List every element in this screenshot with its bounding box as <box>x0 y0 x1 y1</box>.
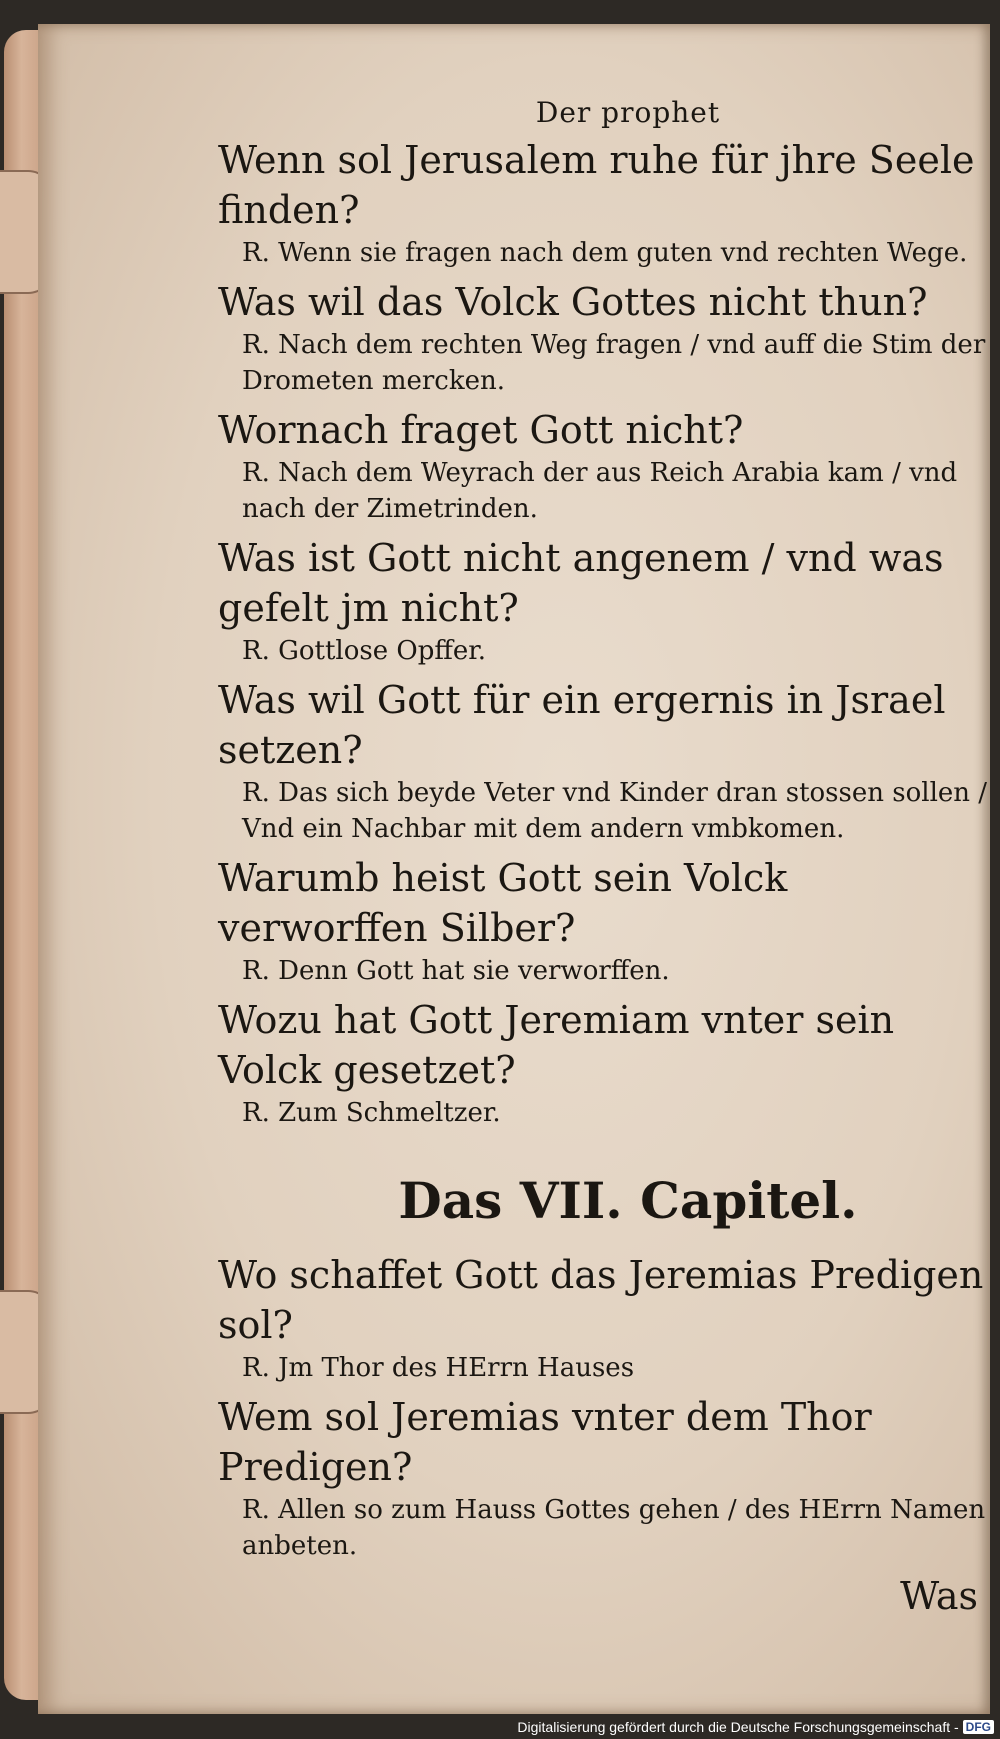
question: Wozu hat Gott Jeremiam vnter sein Volck gesetzet? <box>218 998 895 1092</box>
answer: R. Das sich beyde Veter vnd Kinder dran stossen sollen / Vnd ein Nachbar mit dem andern vmbkomen. <box>242 778 988 844</box>
chapter-title: Das VII. Capitel. <box>398 1171 858 1230</box>
running-header: Der prophet <box>535 96 721 129</box>
question: Was ist Gott nicht angenem / vnd was gefelt jm nicht? <box>218 536 944 630</box>
question: Wem sol Jeremias vnter dem Thor Predigen? <box>218 1395 872 1489</box>
question: Was wil Gott für ein ergernis in Jsrael setzen? <box>218 678 946 772</box>
answer: R. Allen so zum Hauss Gottes gehen / des HErrn Namen anbeten. <box>242 1495 986 1561</box>
qa-entry-6 <box>218 853 998 989</box>
catchword: Was <box>900 1574 978 1618</box>
qa-entry-3 <box>218 405 998 527</box>
dfg-logo: DFG <box>963 1720 994 1734</box>
qa-entry-7 <box>218 995 998 1131</box>
answer: R. Denn Gott hat sie verworffen. <box>242 956 670 986</box>
question: Wornach fraget Gott nicht? <box>218 408 744 452</box>
qa-entry-1 <box>218 135 998 271</box>
question: Wenn sol Jerusalem ruhe für jhre Seele finden? <box>218 138 975 232</box>
page-text <box>218 96 998 1618</box>
digitization-credit <box>517 1719 994 1735</box>
answer: R. Zum Schmeltzer. <box>242 1098 501 1128</box>
qa-entry-4 <box>218 533 998 669</box>
question: Warumb heist Gott sein Volck verworffen Silber? <box>218 856 788 950</box>
answer: R. Jm Thor des HErrn Hauses <box>242 1353 635 1383</box>
answer: R. Nach dem rechten Weg fragen / vnd auff die Stim der Drometen mercken. <box>242 330 986 396</box>
book-page <box>38 24 990 1714</box>
question: Was wil das Volck Gottes nicht thun? <box>218 280 928 324</box>
qa-entry-5 <box>218 675 998 847</box>
qa-entry-chapter-1 <box>218 1250 998 1386</box>
qa-entry-2 <box>218 277 998 399</box>
answer: R. Wenn sie fragen nach dem guten vnd rechten Wege. <box>242 238 968 268</box>
answer: R. Nach dem Weyrach der aus Reich Arabia kam / vnd nach der Zimetrinden. <box>242 458 958 524</box>
credit-text: Digitalisierung gefördert durch die Deutsche Forschungsgemeinschaft - <box>517 1719 959 1735</box>
question: Wo schaffet Gott das Jeremias Predigen sol? <box>218 1253 984 1347</box>
qa-entry-chapter-2 <box>218 1392 998 1564</box>
answer: R. Gottlose Opffer. <box>242 636 487 666</box>
